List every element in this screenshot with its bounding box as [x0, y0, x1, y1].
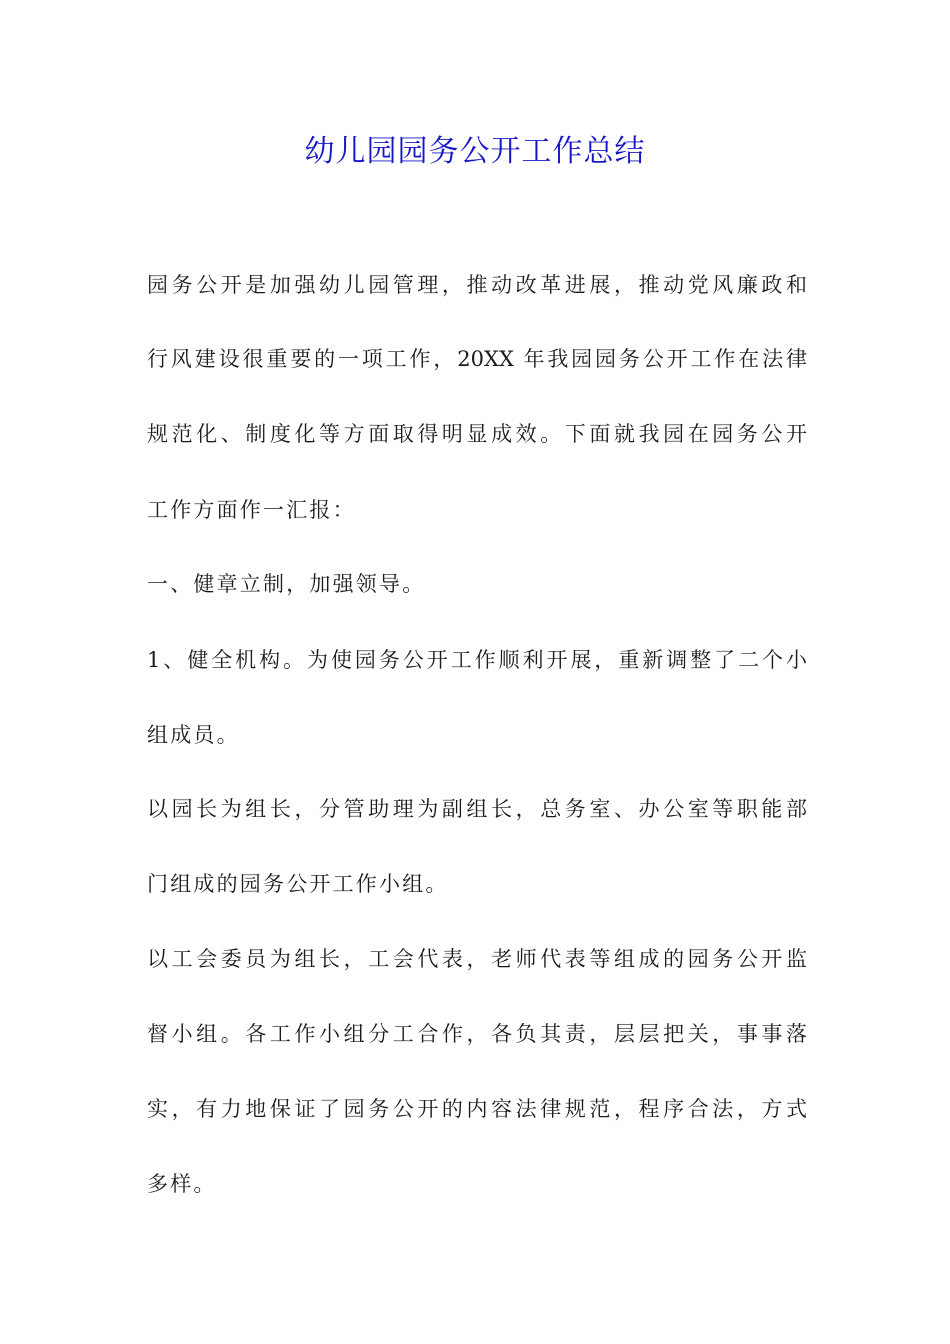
text-line: 实，有力地保证了园务公开的内容法律规范，程序合法，方式: [147, 1097, 807, 1121]
text-line: 工作方面作一汇报：: [147, 498, 356, 522]
text-line: 组成员。: [147, 723, 240, 747]
text-line: 督小组。各工作小组分工合作，各负其责，层层把关，事事落: [147, 1022, 807, 1046]
section-heading: 一、健章立制，加强领导。: [147, 572, 426, 596]
text-line: 1、健全机构。为使园务公开工作顺利开展，重新调整了二个小: [147, 648, 807, 672]
text-line: 多样。: [147, 1172, 217, 1196]
document-title: 幼儿园园务公开工作总结: [304, 134, 646, 169]
text-line: 以园长为组长，分管助理为副组长，总务室、办公室等职能部: [147, 797, 807, 821]
text-line: 行风建设很重要的一项工作，20XX 年我园园务公开工作在法律: [147, 347, 807, 371]
text-line: 规范化、制度化等方面取得明显成效。下面就我园在园务公开: [147, 422, 807, 446]
text-line: 以工会委员为组长，工会代表，老师代表等组成的园务公开监: [147, 947, 807, 971]
text-line: 门组成的园务公开工作小组。: [147, 872, 449, 896]
text-line: 园务公开是加强幼儿园管理，推动改革进展，推动党风廉政和: [147, 273, 807, 297]
